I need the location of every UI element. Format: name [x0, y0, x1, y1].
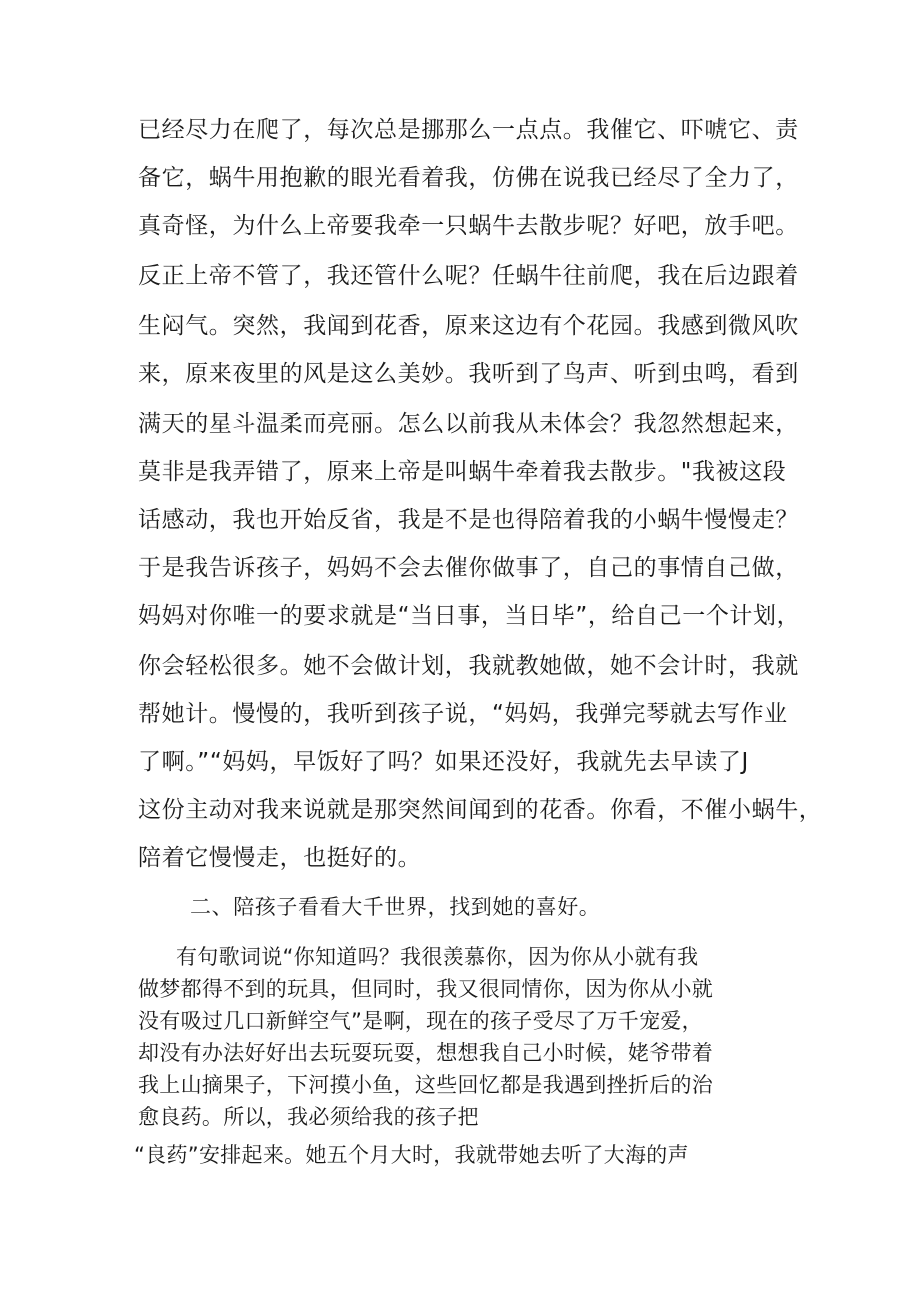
text-line: 备它，蜗牛用抱歉的眼光看着我，仿佛在说我已经尽了全力了，: [138, 165, 799, 191]
text-line: 愈良药。所以，我必须给我的孩子把: [138, 1105, 479, 1129]
text-line: 了啊。”“妈妈，早饭好了吗？如果还没好，我就先去早读了J: [138, 749, 749, 775]
text-line: 这份主动对我来说就是那突然间闻到的花香。你看，不催小蜗牛，: [138, 797, 823, 823]
text-line: 我上山摘果子，下河摸小鱼，这些回忆都是我遇到挫折后的治: [138, 1073, 714, 1097]
text-line: 却没有办法好好出去玩耍玩耍，想想我自己小时候，姥爷带着: [138, 1041, 714, 1065]
text-line: “良药”安排起来。她五个月大时，我就带她去听了大海的声: [134, 1143, 689, 1167]
text-line: 反正上帝不管了，我还管什么呢？任蜗牛往前爬，我在后边跟着: [138, 263, 799, 289]
text-line: 已经尽力在爬了，每次总是挪那么一点点。我催它、吓唬它、责: [138, 117, 799, 143]
section-heading: 二、陪孩子看看大千世界，找到她的喜好。: [190, 895, 601, 919]
text-line: 没有吸过几口新鲜空气”是啊，现在的孩子受尽了万千宠爱，: [138, 1009, 703, 1033]
text-line: 满天的星斗温柔而亮丽。怎么以前我从未体会？我忽然想起来，: [138, 411, 799, 437]
text-line: 你会轻松很多。她不会做计划，我就教她做，她不会计时，我就: [138, 653, 799, 679]
text-line: 有句歌词说“你知道吗？我很羡慕你，因为你从小就有我: [176, 945, 699, 969]
text-line: 妈妈对你唯一的要求就是“当日事，当日毕”，给自己一个计划，: [138, 603, 801, 629]
text-line: 生闷气。突然，我闻到花香，原来这边有个花园。我感到微风吹: [138, 313, 799, 339]
text-line: 陪着它慢慢走，也挺好的。: [138, 845, 422, 871]
text-line: 来，原来夜里的风是这么美妙。我听到了鸟声、听到虫鸣，看到: [138, 361, 799, 387]
text-line: 做梦都得不到的玩具，但同时，我又很同情你，因为你从小就: [138, 977, 714, 1001]
text-line: 真奇怪，为什么上帝要我牵一只蜗牛去散步呢？好吧，放手吧。: [138, 213, 799, 239]
text-line: 于是我告诉孩子，妈妈不会去催你做事了，自己的事情自己做，: [138, 555, 799, 581]
text-line: 帮她计。慢慢的，我听到孩子说，“妈妈，我弹完琴就去写作业: [138, 701, 788, 727]
text-line: 话感动，我也开始反省，我是不是也得陪着我的小蜗牛慢慢走？: [138, 507, 799, 533]
text-line: 莫非是我弄错了，原来上帝是叫蜗牛牵着我去散步。"我被这段: [138, 459, 787, 485]
